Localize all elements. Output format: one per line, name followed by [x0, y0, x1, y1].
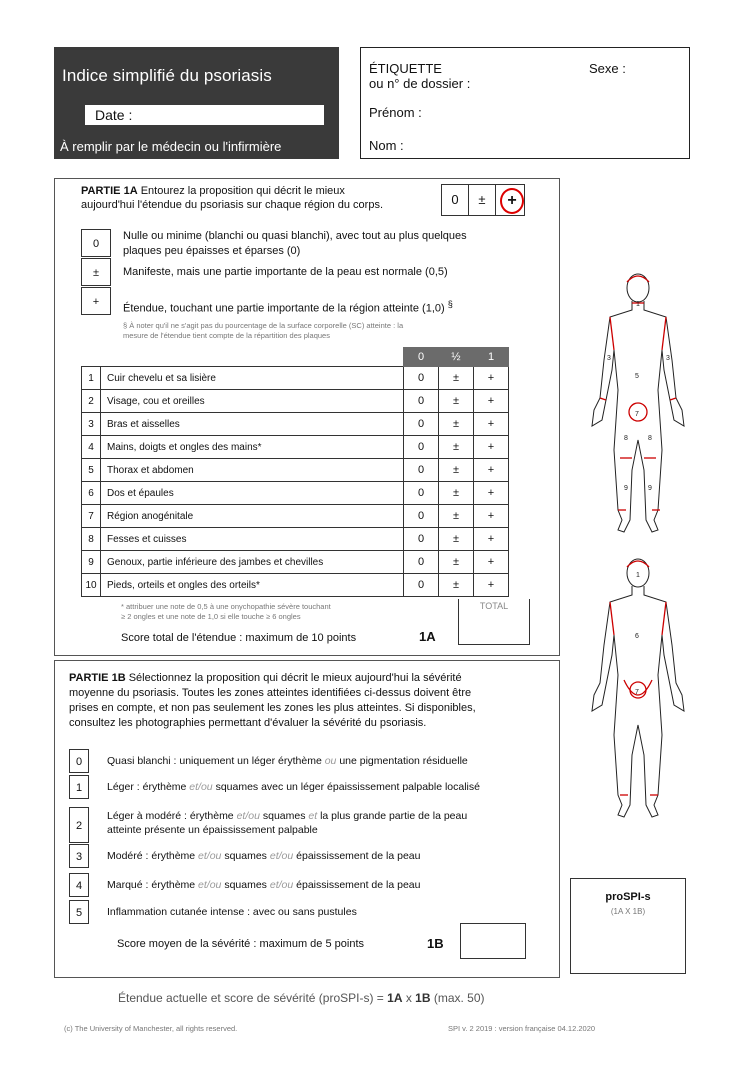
score-option-full[interactable]: +	[474, 413, 509, 436]
body-num-1-front: 1	[636, 301, 640, 308]
option-text-2	[123, 297, 453, 317]
severity-text-2-line2: atteinte présente un épaississement palpable	[107, 824, 318, 836]
part-1b-section	[54, 660, 560, 978]
nom-label: Nom :	[369, 138, 404, 153]
score-option-half[interactable]: ±	[439, 390, 474, 413]
footer-copyright: (c) The University of Manchester, all rights reserved.	[64, 1024, 238, 1033]
region-table-header	[82, 348, 509, 367]
score-option-full[interactable]: +	[474, 367, 509, 390]
score-option-half[interactable]: ±	[439, 551, 474, 574]
summary-times: x	[402, 991, 416, 1005]
patient-label-box[interactable]	[360, 47, 690, 159]
region-row	[82, 551, 509, 574]
severity-text-part: et/ou	[236, 810, 260, 822]
header-spacer-n	[82, 348, 101, 367]
severity-text-part: une pigmentation résiduelle	[336, 755, 468, 767]
region-number: 4	[82, 436, 101, 459]
example-plusminus: ±	[469, 185, 496, 215]
prospi-title: proSPI-s	[605, 891, 651, 903]
body-num-7-back: 7	[635, 689, 639, 696]
score-code-1a: 1A	[419, 629, 436, 644]
body-num-1-back: 1	[636, 572, 640, 579]
score-option-full[interactable]: +	[474, 390, 509, 413]
region-row	[82, 505, 509, 528]
part-1b-heading: PARTIE 1B	[69, 672, 126, 684]
extent-score-label: Score total de l'étendue : maximum de 10 points	[121, 632, 357, 644]
region-name: Pieds, orteils et ongles des orteils*	[101, 574, 404, 597]
option-text-0-b: plaques peu épaisses et éparses (0)	[123, 245, 301, 257]
score-option-half[interactable]: ±	[439, 413, 474, 436]
severity-text-part: squames	[221, 850, 270, 862]
region-row	[82, 482, 509, 505]
region-number: 8	[82, 528, 101, 551]
score-option-zero[interactable]: 0	[404, 390, 439, 413]
severity-text-part: Inflammation cutanée intense : avec ou sans pustules	[107, 906, 357, 918]
score-option-half[interactable]: ±	[439, 505, 474, 528]
region-name: Dos et épaules	[101, 482, 404, 505]
severity-code-1[interactable]: 1	[69, 775, 89, 799]
option-text-2-a: Étendue, touchant une partie importante de la région atteinte (1,0)	[123, 302, 445, 315]
score-option-full[interactable]: +	[474, 436, 509, 459]
extent-note-a: § À noter qu'il ne s'agit pas du pourcentage de la surface corporelle (SC) atteinte : la	[123, 321, 404, 330]
region-number: 3	[82, 413, 101, 436]
region-number: 5	[82, 459, 101, 482]
body-num-8-right: 8	[648, 435, 652, 442]
dossier-label: ou n° de dossier :	[369, 76, 471, 91]
region-row	[82, 436, 509, 459]
region-name: Cuir chevelu et sa lisière	[101, 367, 404, 390]
score-option-full[interactable]: +	[474, 574, 509, 597]
part-1a-instruction-b: aujourd'hui l'étendue du psoriasis sur chaque région du corps.	[81, 199, 384, 211]
region-number: 1	[82, 367, 101, 390]
severity-score-box[interactable]	[460, 923, 526, 959]
form-header	[54, 47, 339, 159]
body-num-3-right: 3	[666, 355, 670, 362]
region-row	[82, 459, 509, 482]
region-name: Genoux, partie inférieure des jambes et chevilles	[101, 551, 404, 574]
score-option-zero[interactable]: 0	[404, 482, 439, 505]
severity-code-0[interactable]: 0	[69, 749, 89, 773]
region-name: Thorax et abdomen	[101, 459, 404, 482]
part-1b-intro	[69, 671, 549, 731]
region-rows	[82, 367, 509, 597]
footer-version: SPI v. 2 2019 : version française 04.12.2020	[448, 1024, 596, 1033]
form-title: Indice simplifié du psoriasis	[62, 66, 272, 85]
summary-1b: 1B	[415, 991, 431, 1005]
severity-score-label: Score moyen de la sévérité : maximum de 5 points	[117, 938, 365, 950]
prospi-formula: (1A X 1B)	[610, 907, 646, 916]
option-text-2-section: §	[447, 299, 453, 309]
example-zero: 0	[442, 185, 469, 215]
extent-note	[123, 321, 403, 341]
score-code-1b: 1B	[427, 936, 444, 951]
region-number: 10	[82, 574, 101, 597]
severity-text-part: Marqué : érythème	[107, 879, 199, 891]
region-row	[82, 528, 509, 551]
option-text-1: Manifeste, mais une partie importante de la peau est normale (0,5)	[123, 266, 448, 278]
body-num-9-left: 9	[624, 485, 628, 492]
region-row	[82, 367, 509, 390]
part-1a-instruction-a: Entourez la proposition qui décrit le mieux	[137, 185, 345, 197]
score-option-full[interactable]: +	[474, 551, 509, 574]
body-num-3-left: 3	[607, 355, 611, 362]
score-option-half[interactable]: ±	[439, 367, 474, 390]
region-name: Bras et aisselles	[101, 413, 404, 436]
severity-text-part: et/ou	[198, 879, 222, 891]
body-map	[580, 270, 710, 840]
severity-text-part: et/ou	[198, 850, 222, 862]
summary-a: Étendue actuelle et score de sévérité (proSPI-s) =	[118, 991, 388, 1005]
example-plus-circled: +	[500, 188, 524, 214]
severity-text-part: squames	[259, 810, 309, 822]
col-header-half: ½	[439, 348, 474, 367]
option-text-0	[123, 229, 543, 259]
region-name: Mains, doigts et ongles des mains*	[101, 436, 404, 459]
score-option-half[interactable]: ±	[439, 459, 474, 482]
score-option-zero[interactable]: 0	[404, 413, 439, 436]
score-option-full[interactable]: +	[474, 459, 509, 482]
severity-text-part: squames	[221, 879, 270, 891]
option-code-1: ±	[81, 258, 111, 286]
prenom-label: Prénom :	[369, 105, 422, 120]
score-option-zero[interactable]: 0	[404, 551, 439, 574]
severity-text-part: épaississement de la peau	[293, 850, 421, 862]
part-1b-intro-a: Sélectionnez la proposition qui décrit le mieux aujourd'hui la sévérité	[125, 672, 462, 684]
score-option-half[interactable]: ±	[439, 528, 474, 551]
severity-text-part: Léger à modéré : érythème	[107, 810, 237, 822]
option-text-0-a: Nulle ou minime (blanchi ou quasi blanchi), avec tout au plus quelques	[123, 230, 467, 242]
region-name: Fesses et cuisses	[101, 528, 404, 551]
severity-text-part: Modéré : érythème	[107, 850, 199, 862]
body-num-8-left: 8	[624, 435, 628, 442]
part-1a-instruction	[81, 184, 441, 212]
region-name: Visage, cou et oreilles	[101, 390, 404, 413]
severity-text-part: et/ou	[269, 879, 294, 891]
part-1a-section	[54, 178, 560, 656]
part-1a-heading: PARTIE 1A	[81, 185, 138, 197]
nail-footnote-a: * attribuer une note de 0,5 à une onychopathie sévère touchant	[121, 602, 331, 611]
part-1b-intro-c: prises en compte, et non pas seulement les zones les plus atteintes. Si disponibles,	[69, 702, 476, 714]
severity-text-part: et	[308, 810, 318, 822]
col-header-0: 0	[404, 348, 439, 367]
fill-note: À remplir par le médecin ou l'infirmière	[60, 139, 282, 154]
severity-text-4	[107, 878, 420, 892]
sexe-label: Sexe :	[589, 61, 626, 76]
summary-formula	[118, 991, 485, 1005]
etiquette-label: ÉTIQUETTE	[369, 61, 442, 76]
score-option-full[interactable]: +	[474, 482, 509, 505]
region-number: 9	[82, 551, 101, 574]
total-1a-box[interactable]	[458, 599, 530, 645]
severity-code-2[interactable]: 2	[69, 807, 89, 843]
option-code-2: +	[81, 287, 111, 315]
region-table	[81, 347, 509, 597]
severity-text-part: ou	[324, 755, 337, 767]
severity-code-4[interactable]: 4	[69, 873, 89, 897]
severity-text-1	[107, 780, 480, 794]
region-row	[82, 413, 509, 436]
severity-text-part: et/ou	[269, 850, 294, 862]
summary-max: (max. 50)	[430, 991, 485, 1005]
body-num-9-right: 9	[648, 485, 652, 492]
score-option-zero[interactable]: 0	[404, 528, 439, 551]
date-field[interactable]: Date :	[85, 105, 324, 125]
col-header-1: 1	[474, 348, 509, 367]
severity-text-part: Léger : érythème	[107, 781, 190, 793]
score-option-full[interactable]: +	[474, 528, 509, 551]
region-row	[82, 390, 509, 413]
region-number: 2	[82, 390, 101, 413]
severity-text-part: et/ou	[189, 781, 213, 793]
prospi-box[interactable]	[570, 878, 686, 974]
body-num-7-front: 7	[635, 411, 639, 418]
region-row	[82, 574, 509, 597]
severity-text-part: Quasi blanchi : uniquement un léger érythème	[107, 755, 325, 767]
example-box	[441, 184, 525, 216]
body-num-5: 5	[635, 373, 639, 380]
extent-note-b: mesure de l'étendue tient compte de la répartition des plaques	[123, 331, 330, 340]
severity-text-2	[107, 809, 467, 837]
body-num-6: 6	[635, 633, 639, 640]
severity-text-part: squames avec un léger épaississement palpable localisé	[212, 781, 480, 793]
region-name: Région anogénitale	[101, 505, 404, 528]
nail-footnote	[121, 602, 331, 622]
score-option-half[interactable]: ±	[439, 482, 474, 505]
part-1b-intro-b: moyenne du psoriasis. Toutes les zones atteintes identifiées ci-dessus doivent être	[69, 687, 472, 699]
summary-1a: 1A	[387, 991, 403, 1005]
score-option-half[interactable]: ±	[439, 574, 474, 597]
score-option-half[interactable]: ±	[439, 436, 474, 459]
score-option-zero[interactable]: 0	[404, 459, 439, 482]
score-option-zero[interactable]: 0	[404, 367, 439, 390]
severity-text-5	[107, 905, 357, 919]
score-option-zero[interactable]: 0	[404, 436, 439, 459]
part-1b-intro-d: consultez les photographies permettant d'évaluer la sévérité du psoriasis.	[69, 717, 427, 729]
header-spacer-name	[101, 348, 404, 367]
option-code-0: 0	[81, 229, 111, 257]
severity-code-3[interactable]: 3	[69, 844, 89, 868]
score-option-zero[interactable]: 0	[404, 505, 439, 528]
severity-text-3	[107, 849, 420, 863]
severity-text-0	[107, 754, 468, 768]
severity-code-5[interactable]: 5	[69, 900, 89, 924]
severity-text-part: épaississement de la peau	[293, 879, 421, 891]
nail-footnote-b: ≥ 2 ongles et une note de 1,0 si elle touche ≥ 6 ongles	[121, 612, 301, 621]
severity-text-part: la plus grande partie de la peau	[317, 810, 468, 822]
region-number: 7	[82, 505, 101, 528]
score-option-zero[interactable]: 0	[404, 574, 439, 597]
total-label: TOTAL	[479, 601, 509, 611]
region-number: 6	[82, 482, 101, 505]
score-option-full[interactable]: +	[474, 505, 509, 528]
